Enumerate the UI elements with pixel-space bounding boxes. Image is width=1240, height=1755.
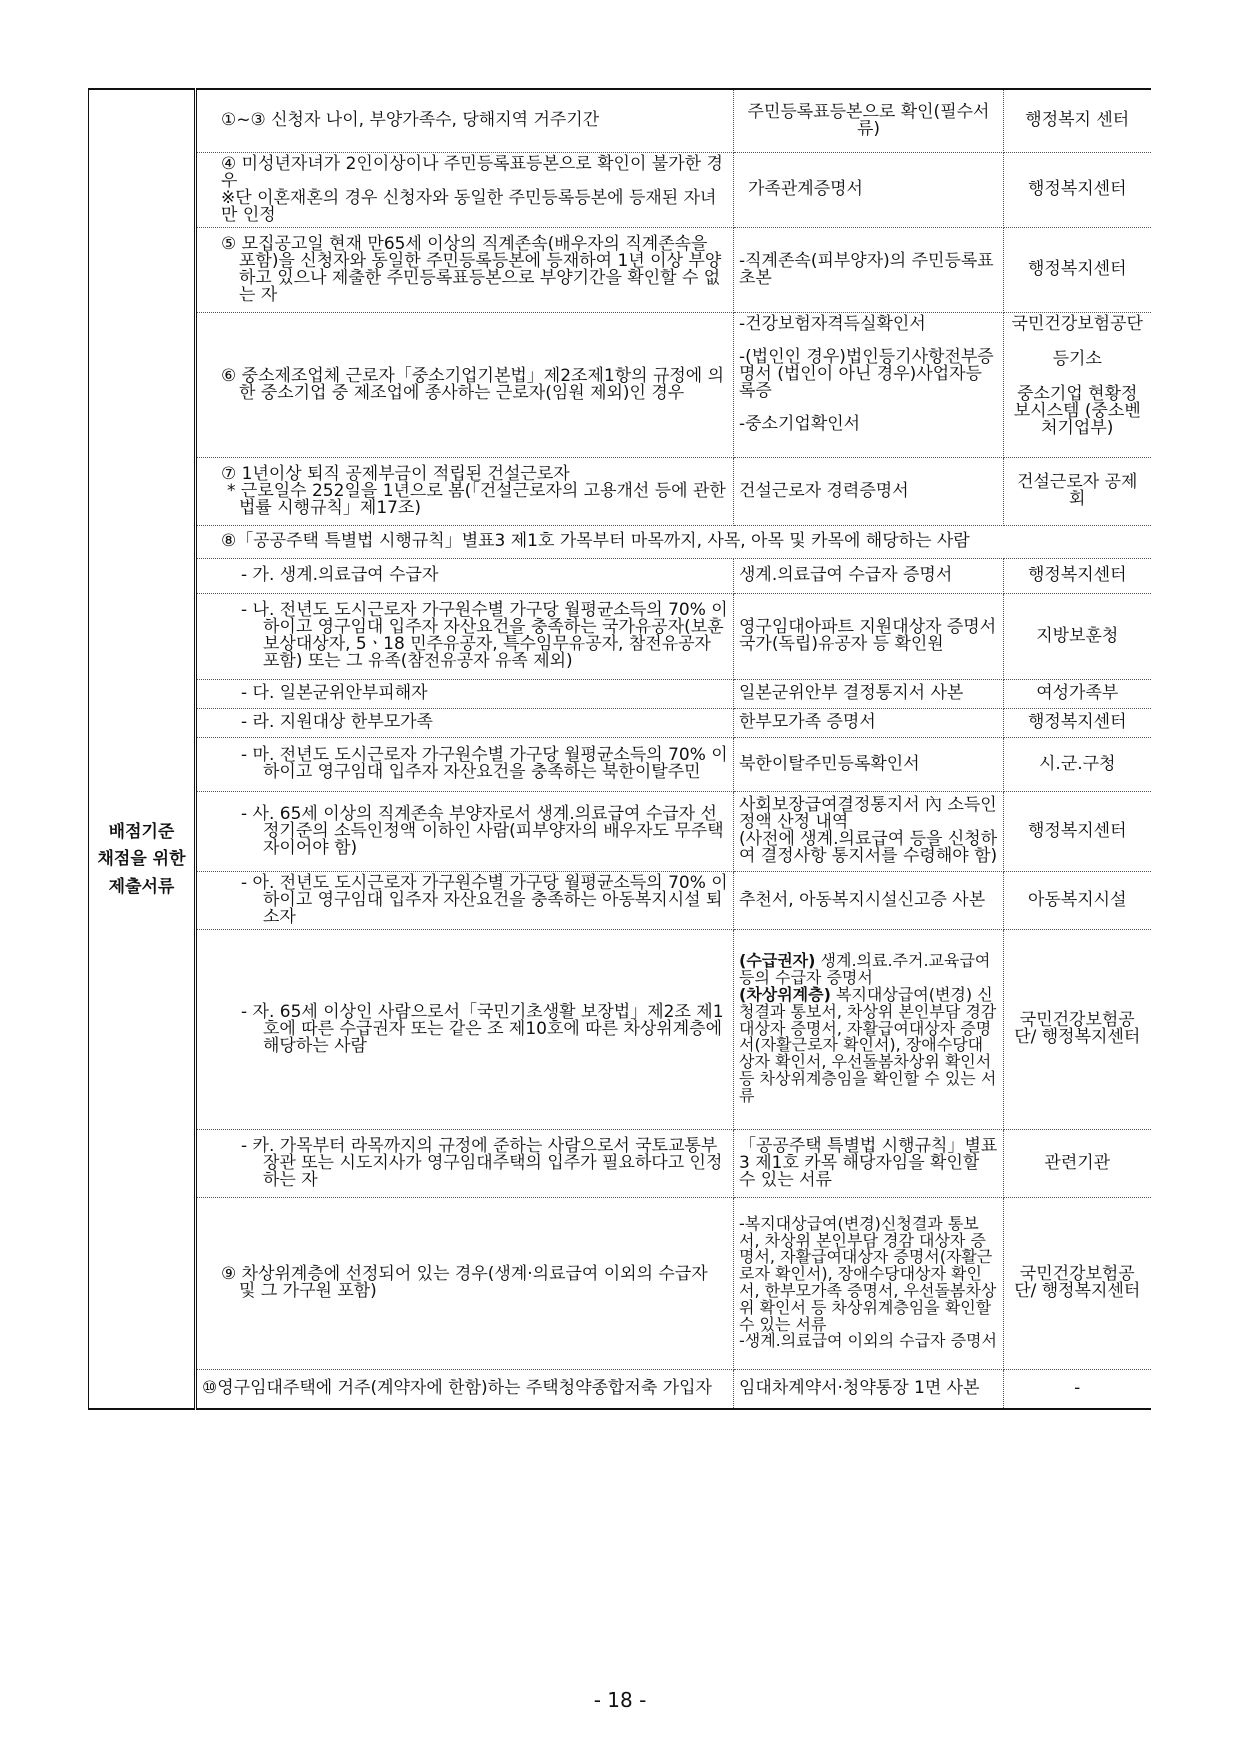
criteria-cell: [196, 929, 734, 1129]
table-row: [89, 457, 1151, 525]
document-cell: [734, 929, 1004, 1129]
criteria-text: - 카. 가목부터 라목까지의 규정에 준하는 사람으로서 국토교통부장관 또는 시도지사가 영구임대주택의 입주가 필요하다고 인정하는 자: [241, 1135, 723, 1190]
issuer-cell: -: [1004, 1369, 1151, 1409]
criteria-cell: [196, 871, 734, 929]
document-cell: 「공공주택 특별법 시행규칙」별표3 제1호 카목 해당자임을 확인할 수 있는 서류: [734, 1129, 1004, 1197]
table-row: [89, 227, 1151, 312]
table-row: [89, 708, 1151, 737]
document-text: 생계.의료.주거.교육급여 등의 수급자 증명서: [739, 951, 991, 988]
criteria-text: - 다. 일본군위안부피해자: [241, 683, 428, 703]
issuer-line: 중소기업 현황정보시스템 (중소벤처기업부): [1013, 383, 1141, 438]
document-cell: [734, 312, 1004, 457]
issuer-cell: 행정복지센터: [1004, 227, 1151, 312]
issuer-cell: 관련기관: [1004, 1129, 1151, 1197]
table-row: [89, 679, 1151, 708]
document-line: 영구임대아파트 지원대상자 증명서: [739, 617, 997, 637]
issuer-cell: 아동복지시설: [1004, 871, 1151, 929]
criteria-cell: [196, 679, 734, 708]
document-line: -복지대상급여(변경)신청결과 통보서, 차상위 본인부담 경감 대상자 증명서, 자활급여대상자 증명서(자활근로자 확인서), 장애수당대상자 확인서, 한부모가족 증명서, 우선돌봄차상위 확인서 등 차상위계층임을 확인할 수 있는 서류: [739, 1213, 997, 1334]
issuer-cell: 행정복지센터: [1004, 152, 1151, 227]
document-cell: [734, 791, 1004, 871]
issuer-cell: 국민건강보험공단/ 행정복지센터: [1004, 929, 1151, 1129]
issuer-cell: 여성가족부: [1004, 679, 1151, 708]
criteria-cell: [196, 457, 734, 525]
criteria-cell: [196, 558, 734, 593]
document-cell: 생계.의료급여 수급자 증명서: [734, 558, 1004, 593]
document-line: -중소기업확인서: [739, 413, 861, 434]
category-label-line: 제출서류: [108, 876, 175, 897]
document-line: -(법인인 경우)법인등기사항전부증명서 (법인이 아닌 경우)사업자등록증: [739, 346, 994, 401]
table-row: [89, 1369, 1151, 1409]
table-row: [89, 929, 1151, 1129]
document-cell: 가족관계증명서: [734, 152, 1004, 227]
criteria-text: - 가. 생계.의료급여 수급자: [241, 565, 439, 585]
issuer-cell: [1004, 312, 1151, 457]
document-line: 국가(독립)유공자 등 확인원: [739, 634, 944, 654]
criteria-text: - 사. 65세 이상의 직계존속 부양자로서 생계.의료급여 수급자 선정기준의 소득인정액 이하인 사람(피부양자의 배우자도 무주택자이어야 함): [241, 803, 724, 858]
criteria-text: - 자. 65세 이상인 사람으로서「국민기초생활 보장법」제2조 제1호에 따른 수급권자 또는 같은 조 제10호에 따른 차상위계층에 해당하는 사람: [241, 1001, 724, 1056]
document-line: (사전에 생계.의료급여 등을 신청하여 결정사항 통지서를 수령해야 함): [739, 829, 998, 866]
criteria-cell: [196, 737, 734, 791]
document-cell: 북한이탈주민등록확인서: [734, 737, 1004, 791]
table-row: [89, 593, 1151, 679]
document-bold-label: (차상위계층): [739, 985, 831, 1004]
submission-documents-table: [88, 88, 1151, 1410]
issuer-cell: 행정복지센터: [1004, 708, 1151, 737]
category-label-line: 채점을 위한: [97, 849, 186, 870]
criteria-line: ④ 미성년자녀가 2인이상이나 주민등록표등본으로 확인이 불가한 경우: [221, 153, 723, 191]
document-line: -생계.의료급여 이외의 수급자 증명서: [739, 1331, 997, 1351]
issuer-cell: 건설근로자 공제회: [1004, 457, 1151, 525]
criteria-cell: [196, 312, 734, 457]
issuer-line: 등기소: [1052, 348, 1102, 369]
issuer-cell: 행정복지센터: [1004, 558, 1151, 593]
criteria-text: ⑨ 차상위계층에 선정되어 있는 경우(생계·의료급여 이외의 수급자 및 그 가구원 포함): [221, 1264, 708, 1301]
section-heading-cell: ⑧「공공주택 특별법 시행규칙」별표3 제1호 가목부터 마목까지, 사목, 아목 및 카목에 해당하는 사람: [196, 525, 1151, 558]
table-row: [89, 558, 1151, 593]
document-cell: 일본군위안부 결정통지서 사본: [734, 679, 1004, 708]
criteria-cell: ⑩영구임대주택에 거주(계약자에 한함)하는 주택청약종합저축 가입자: [196, 1369, 734, 1409]
issuer-cell: 국민건강보험공단/ 행정복지센터: [1004, 1197, 1151, 1369]
criteria-note: ※단 이혼재혼의 경우 신청자와 동일한 주민등록등본에 등재된 자녀만 인정: [221, 187, 717, 225]
document-line: -건강보험자격득실확인서: [739, 313, 926, 334]
criteria-text: ⑤ 모집공고일 현재 만65세 이상의 직계존속(배우자의 직계존속을 포함)을 신청자와 동일한 주민등록등본에 등재하여 1년 이상 부양하고 있으나 제출한 주민등록표등본으로 부양기간을 확인할 수 없는 자: [221, 233, 722, 305]
category-label-line: 배점기준: [108, 822, 175, 843]
category-cell: [89, 312, 196, 1409]
criteria-text: - 마. 전년도 도시근로자 가구원수별 가구당 월평균소득의 70% 이하이고 영구임대 입주자 자산요건을 충족하는 북한이탈주민: [241, 745, 728, 782]
table-row: [89, 89, 1151, 152]
issuer-cell: 행정복지 센터: [1004, 89, 1151, 152]
document-cell: 한부모가족 증명서: [734, 708, 1004, 737]
table-row: [89, 312, 1151, 457]
document-cell: 주민등록표등본으로 확인(필수서류): [734, 89, 1004, 152]
criteria-cell: [196, 227, 734, 312]
criteria-text: - 라. 지원대상 한부모가족: [241, 712, 433, 732]
criteria-text: ⑥ 중소제조업체 근로자「중소기업기본법」제2조제1항의 규정에 의한 중소기업 중 제조업에 종사하는 근로자(임원 제외)인 경우: [221, 365, 725, 403]
document-cell: 임대차계약서·청약통장 1면 사본: [734, 1369, 1004, 1409]
issuer-cell: 행정복지센터: [1004, 791, 1151, 871]
document-cell: [734, 593, 1004, 679]
criteria-line: ⑦ 1년이상 퇴직 공제부금이 적립된 건설근로자: [221, 463, 570, 484]
page-number: - 18 -: [593, 1688, 647, 1712]
issuer-cell: 시.군.구청: [1004, 737, 1151, 791]
table-row: [89, 737, 1151, 791]
issuer-cell: 지방보훈청: [1004, 593, 1151, 679]
criteria-cell: [196, 791, 734, 871]
table-row: [89, 1129, 1151, 1197]
criteria-note: * 근로일수 252일을 1년으로 봄(「건설근로자의 고용개선 등에 관한 법률 시행규칙」제17조): [227, 480, 726, 518]
issuer-line: 국민건강보험공단: [1011, 313, 1143, 334]
table-row: [89, 871, 1151, 929]
document-line: 사회보장급여결정통지서 內 소득인정액 산정 내역: [739, 795, 997, 832]
document-cell: [734, 1197, 1004, 1369]
criteria-text: - 나. 전년도 도시근로자 가구원수별 가구당 월평균소득의 70% 이하이고 영구임대 입주자 자산요건을 충족하는 국가유공자(보훈보상대상자, 5ㆍ18 민주유공자, 특수임무유공자, 참전유공자 포함) 또는 그 유족(참전유공자 유족 제외): [241, 600, 728, 671]
criteria-cell: [196, 708, 734, 737]
criteria-cell: ①~③ 신청자 나이, 부양가족수, 당해지역 거주기간: [196, 89, 734, 152]
criteria-cell: [196, 593, 734, 679]
document-bold-label: (수급권자): [739, 951, 816, 971]
criteria-text: - 아. 전년도 도시근로자 가구원수별 가구당 월평균소득의 70% 이하이고 영구임대 입주자 자산요건을 충족하는 아동복지시설 퇴소자: [241, 872, 728, 927]
criteria-cell: [196, 152, 734, 227]
table-row: [89, 1197, 1151, 1369]
criteria-cell: [196, 1197, 734, 1369]
category-cell-blank-top: [89, 89, 196, 312]
document-cell: 건설근로자 경력증명서: [734, 457, 1004, 525]
document-text: 복지대상급여(변경) 신청결과 통보서, 차상위 본인부담 경감 대상자 증명서, 자활급여대상자 증명서(자활근로자 확인서), 장애수당대상자 확인서, 우선돌봄차상위 확인서 등 차상위계층임을 확인할 수 있는 서류: [739, 985, 997, 1105]
document-cell: -직계존속(피부양자)의 주민등록표초본: [734, 227, 1004, 312]
document-cell: 추천서, 아동복지시설신고증 사본: [734, 871, 1004, 929]
table-row: [89, 525, 1151, 558]
table-row: [89, 791, 1151, 871]
criteria-cell: [196, 1129, 734, 1197]
table-row: [89, 152, 1151, 227]
